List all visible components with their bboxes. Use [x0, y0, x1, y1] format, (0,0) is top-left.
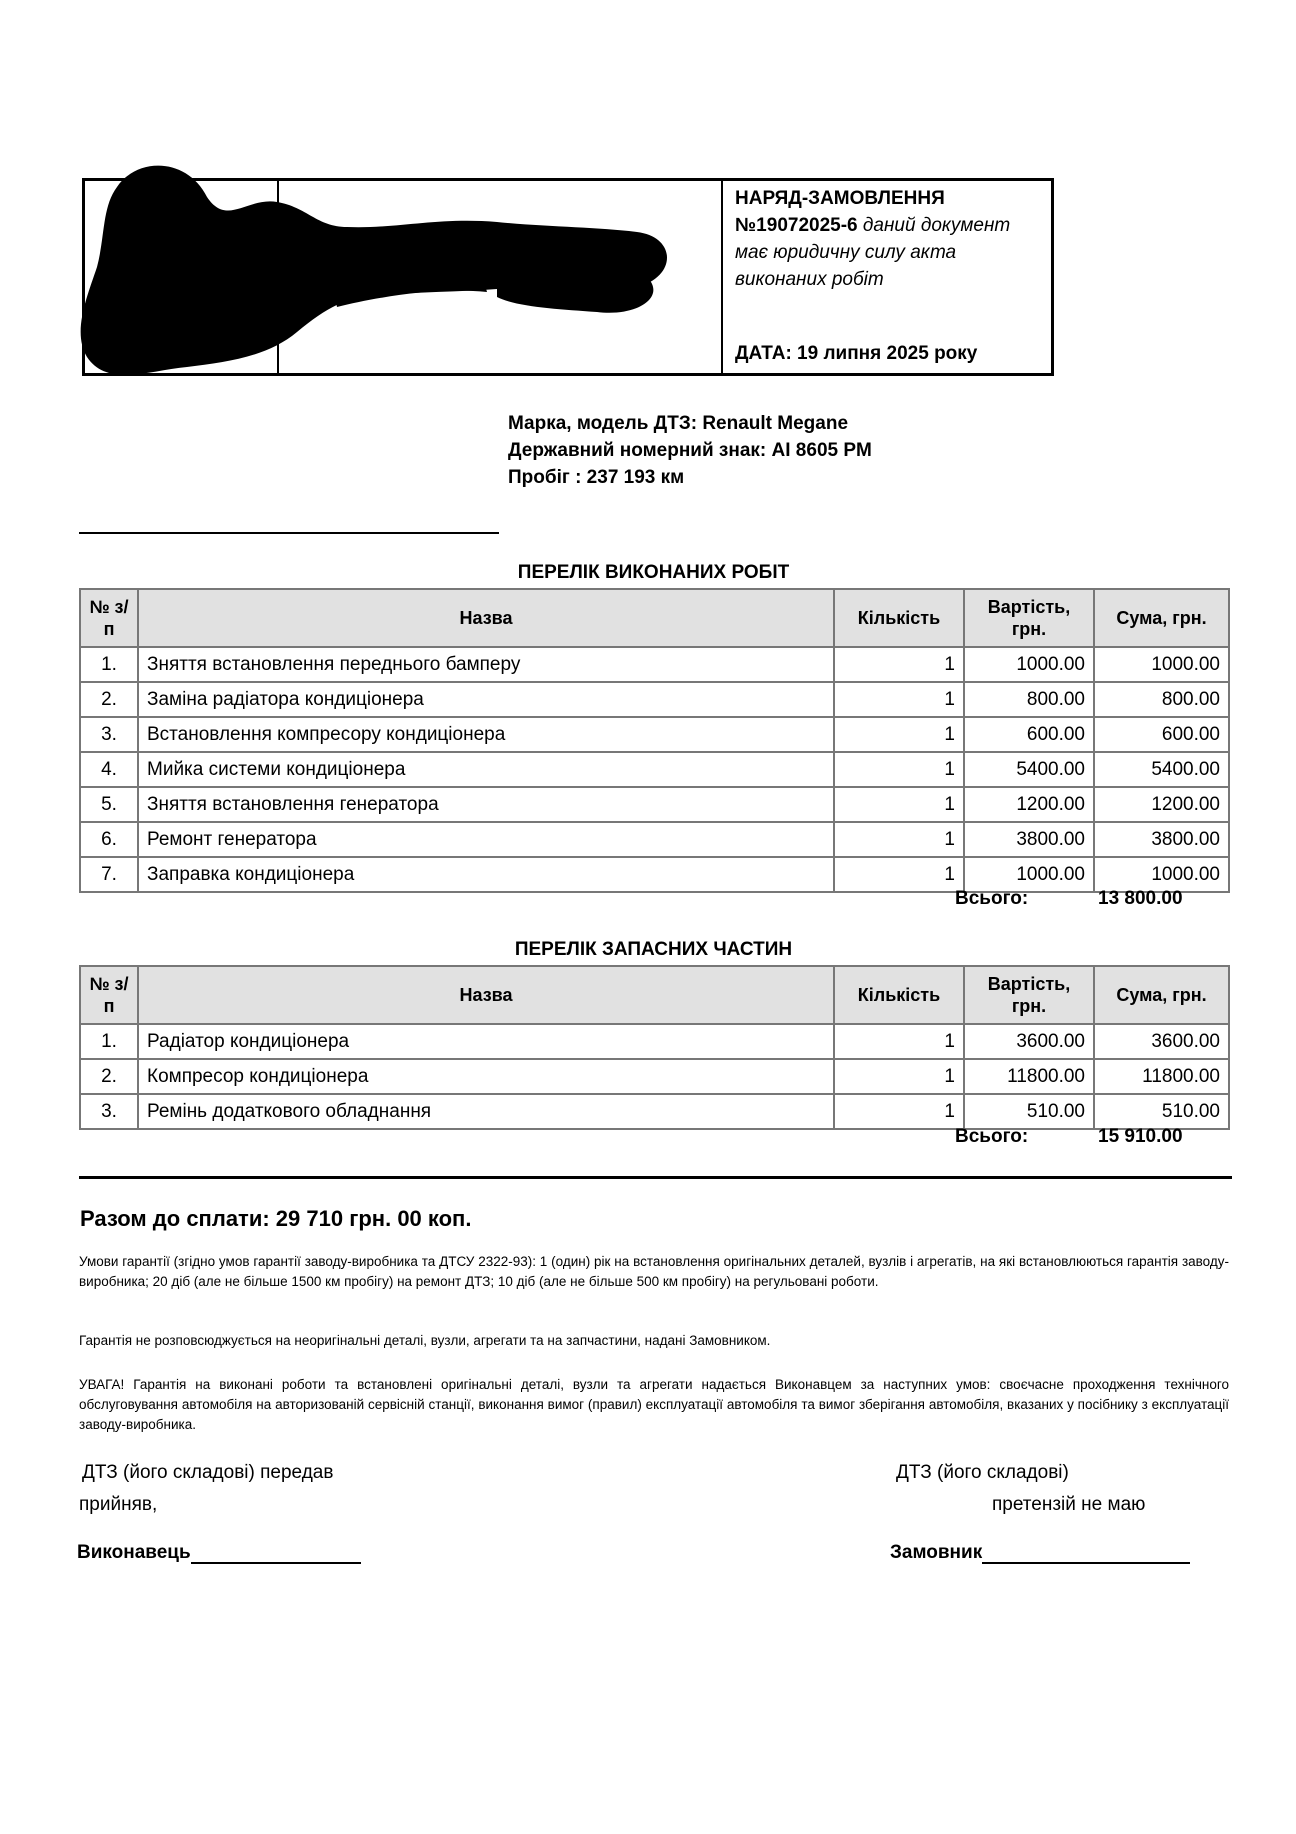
row-num: 3. — [80, 1094, 138, 1129]
row-price: 5400.00 — [964, 752, 1094, 787]
col-price: Вартість, грн. — [964, 966, 1094, 1024]
row-name: Ремонт генератора — [138, 822, 834, 857]
row-num: 5. — [80, 787, 138, 822]
row-sum: 1000.00 — [1094, 857, 1229, 892]
executor-signature-line — [191, 1562, 361, 1564]
row-qty: 1 — [834, 787, 964, 822]
row-num: 7. — [80, 857, 138, 892]
row-qty: 1 — [834, 752, 964, 787]
vehicle-plate: Державний номерний знак: AI 8605 PM — [508, 440, 872, 461]
row-price: 3600.00 — [964, 1024, 1094, 1059]
col-num: № з/п — [80, 966, 138, 1024]
vehicle-make-model: Марка, модель ДТЗ: Renault Megane — [508, 413, 849, 434]
header-divider — [721, 181, 723, 373]
document-header — [82, 178, 1054, 376]
no-claims-label: претензій не маю — [992, 1494, 1146, 1515]
col-name: Назва — [138, 589, 834, 647]
row-qty: 1 — [834, 682, 964, 717]
col-qty: Кількість — [834, 589, 964, 647]
divider-short — [79, 532, 499, 534]
row-name: Ремінь додаткового обладнання — [138, 1094, 834, 1129]
works-total-value: 13 800.00 — [1098, 888, 1183, 909]
row-name: Зняття встановлення переднього бамперу — [138, 647, 834, 682]
row-num: 2. — [80, 1059, 138, 1094]
row-qty: 1 — [834, 857, 964, 892]
row-name: Зняття встановлення генератора — [138, 787, 834, 822]
row-sum: 1200.00 — [1094, 787, 1229, 822]
row-price: 800.00 — [964, 682, 1094, 717]
row-price: 3800.00 — [964, 822, 1094, 857]
executor-signature — [77, 1542, 361, 1564]
parts-rows — [80, 1024, 1229, 1129]
row-sum: 11800.00 — [1094, 1059, 1229, 1094]
table-row — [80, 1094, 1229, 1129]
col-price: Вартість, грн. — [964, 589, 1094, 647]
row-name: Компресор кондиціонера — [138, 1059, 834, 1094]
row-price: 1000.00 — [964, 647, 1094, 682]
table-row — [80, 752, 1229, 787]
order-title: НАРЯД-ЗАМОВЛЕННЯ — [735, 188, 945, 209]
row-qty: 1 — [834, 1094, 964, 1129]
row-sum: 1000.00 — [1094, 647, 1229, 682]
row-qty: 1 — [834, 822, 964, 857]
customer-signature — [890, 1542, 1190, 1564]
col-name: Назва — [138, 966, 834, 1024]
redacted-logo — [77, 157, 677, 397]
customer-label: Замовник — [890, 1542, 983, 1563]
components-label: ДТЗ (його складові) — [896, 1462, 1069, 1483]
row-qty: 1 — [834, 1059, 964, 1094]
row-qty: 1 — [834, 647, 964, 682]
table-row — [80, 1024, 1229, 1059]
parts-title: ПЕРЕЛІК ЗАПАСНИХ ЧАСТИН — [514, 939, 793, 960]
row-sum: 510.00 — [1094, 1094, 1229, 1129]
row-price: 510.00 — [964, 1094, 1094, 1129]
grand-total: Разом до сплати: 29 710 грн. 00 коп. — [80, 1206, 472, 1231]
row-name: Встановлення компресору кондиціонера — [138, 717, 834, 752]
vehicle-info — [508, 410, 872, 491]
customer-signature-line — [982, 1562, 1190, 1564]
divider-long — [79, 1176, 1232, 1179]
col-sum: Сума, грн. — [1094, 966, 1229, 1024]
row-qty: 1 — [834, 1024, 964, 1059]
parts-table — [79, 965, 1230, 1130]
table-row — [80, 717, 1229, 752]
executor-label: Виконавець — [77, 1542, 191, 1563]
handover-label: ДТЗ (його складові) передав — [82, 1462, 334, 1483]
row-price: 11800.00 — [964, 1059, 1094, 1094]
table-row — [80, 857, 1229, 892]
row-price: 600.00 — [964, 717, 1094, 752]
parts-total-label: Всього: — [955, 1126, 1029, 1147]
row-name: Заміна радіатора кондиціонера — [138, 682, 834, 717]
col-qty: Кількість — [834, 966, 964, 1024]
order-number: №19072025-6 — [735, 215, 858, 236]
order-note: даний документ має юридичну силу акта виконаних робіт — [735, 215, 1011, 290]
row-sum: 5400.00 — [1094, 752, 1229, 787]
table-row — [80, 822, 1229, 857]
vehicle-mileage: Пробіг : 237 193 км — [508, 467, 685, 488]
row-price: 1000.00 — [964, 857, 1094, 892]
row-qty: 1 — [834, 717, 964, 752]
works-table — [79, 588, 1230, 893]
parts-total-value: 15 910.00 — [1098, 1126, 1183, 1147]
row-num: 6. — [80, 822, 138, 857]
table-header-row — [80, 966, 1229, 1024]
row-num: 1. — [80, 647, 138, 682]
row-sum: 3800.00 — [1094, 822, 1229, 857]
table-row — [80, 1059, 1229, 1094]
row-num: 2. — [80, 682, 138, 717]
warranty-conditions: УВАГА! Гарантія на виконані роботи та встановлені оригінальні деталі, вузли та агрегати надається Виконавцем за наступних умов: своєчасне проходження технічного обслуговування автомобіля на авторизованій сервісній станції, виконання вимог (правил) експлуатації автомобіля та вимог зберігання автомобіля, вказаних у посібнику з експлуатації заводу-виробника. — [79, 1377, 1229, 1432]
table-row — [80, 787, 1229, 822]
col-sum: Сума, грн. — [1094, 589, 1229, 647]
order-info — [735, 185, 1045, 293]
warranty-exclusions: Гарантія не розповсюджується на неоригінальні деталі, вузли, агрегати та на запчастини, надані Замовником. — [79, 1333, 771, 1348]
table-header-row — [80, 589, 1229, 647]
row-num: 1. — [80, 1024, 138, 1059]
row-sum: 3600.00 — [1094, 1024, 1229, 1059]
row-name: Радіатор кондиціонера — [138, 1024, 834, 1059]
row-name: Заправка кондиціонера — [138, 857, 834, 892]
accepted-label: прийняв, — [79, 1494, 158, 1515]
row-name: Мийка системи кондиціонера — [138, 752, 834, 787]
col-num: № з/п — [80, 589, 138, 647]
works-rows — [80, 647, 1229, 892]
row-num: 3. — [80, 717, 138, 752]
works-title: ПЕРЕЛІК ВИКОНАНИХ РОБІТ — [517, 562, 790, 583]
table-row — [80, 682, 1229, 717]
row-sum: 800.00 — [1094, 682, 1229, 717]
works-total-label: Всього: — [955, 888, 1029, 909]
row-num: 4. — [80, 752, 138, 787]
order-date: ДАТА: 19 липня 2025 року — [735, 343, 978, 364]
row-sum: 600.00 — [1094, 717, 1229, 752]
warranty-terms: Умови гарантії (згідно умов гарантії заводу-виробника та ДТСУ 2322-93): 1 (один) рік на встановлення оригінальних деталей, вузлів і агрегатів, на які встановлюються гарантія заводу-виробника; 20 діб (але не більше 1500 км пробігу) на ремонт ДТЗ; 10 діб (але не більше 500 км пробігу) на регульовані роботи. — [79, 1254, 1229, 1289]
row-price: 1200.00 — [964, 787, 1094, 822]
table-row — [80, 647, 1229, 682]
